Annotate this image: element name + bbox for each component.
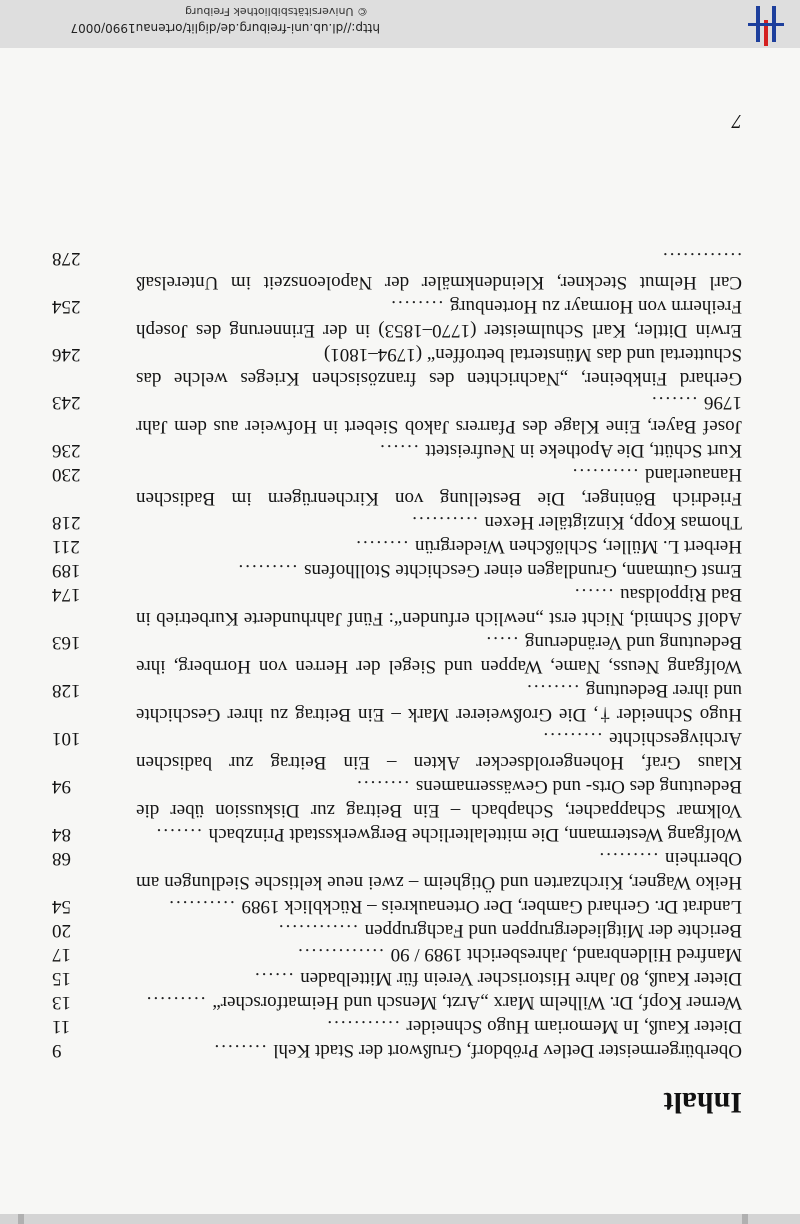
toc-entry xyxy=(52,990,742,1014)
toc-entry-page: 230 xyxy=(52,464,81,485)
toc-entry xyxy=(52,630,742,678)
toc-entry-page: 254 xyxy=(52,296,81,317)
toc-entry-page: 68 xyxy=(52,848,71,869)
toc-entry xyxy=(52,822,742,846)
toc-entry-title: Landrat Dr. Gerhard Gamber, Der Ortenaukreis – Rückblick 1989 .......... xyxy=(167,896,742,917)
toc-entry xyxy=(52,894,742,918)
toc-entry xyxy=(52,846,742,894)
toc-entry-page: 278 xyxy=(52,248,81,269)
toc-entry xyxy=(52,558,742,582)
toc-entry xyxy=(52,918,742,942)
toc-entry-title: Berichte der Mitgliedergruppen und Fachgruppen ............ xyxy=(276,920,742,941)
leader-dots: ............ xyxy=(661,248,742,269)
toc-entry xyxy=(52,246,742,294)
toc-entry xyxy=(52,966,742,990)
toc-entry-page: 15 xyxy=(52,968,71,989)
toc-entry-page: 174 xyxy=(52,584,81,605)
toc-entry-title: Erwin Dittler, Karl Schulmeister (1770–1853) in der Erinnerung des Joseph Freiherrn von Hormayr zu Hortenburg ........ xyxy=(136,296,742,341)
toc-entry-page: 9 xyxy=(52,1040,62,1061)
toc-entry xyxy=(52,342,742,390)
toc-entry-title: Klaus Graf, Hohengeroldsecker Akten – Ein Beitrag zur badischen Archivgeschichte ......... xyxy=(136,728,742,773)
page-title: Inhalt xyxy=(663,1086,742,1119)
toc-entry xyxy=(52,726,742,774)
leader-dots: ....... xyxy=(650,392,704,413)
toc-entry-title: Dieter Kauß, 80 Jahre Historischer Verein für Mittelbaden ...... xyxy=(252,968,742,989)
toc-entry-title: Wolfgang Westermann, Die mittelalterliche Bergwerksstadt Prinzbach ....... xyxy=(154,824,742,845)
leader-dots: ........... xyxy=(325,1016,407,1037)
toc-entry-page: 189 xyxy=(52,560,81,581)
toc-entry xyxy=(52,294,742,342)
toc-entry-title: Herbert L. Müller, Schlößchen Wiedergrün ........ xyxy=(354,536,742,557)
copyright-notice: © Universitätsbibliothek Freiburg xyxy=(185,5,368,18)
leader-dots: .......... xyxy=(167,896,242,917)
toc-entry-page: 211 xyxy=(52,536,80,557)
leader-dots: ....... xyxy=(154,824,209,845)
leader-dots: ...... xyxy=(572,584,621,605)
toc-entry-page: 94 xyxy=(52,776,71,797)
leader-dots: ...... xyxy=(252,968,301,989)
toc-entry-page: 246 xyxy=(52,344,81,365)
toc-entry-title: Heiko Wagner, Kirchzarten und Ötigheim – zwei neue keltische Siedlungen am Oberrhein ......... xyxy=(136,848,742,893)
toc-entry-title: Adolf Schmid, Nicht erst „newlich erfunden“: Fünf Jahrhunderte Kurbetrieb in Bad Rippoldsau ...... xyxy=(136,584,742,629)
toc-entry xyxy=(52,462,742,510)
toc-entry-title: Thomas Kopp, Kinzigtäler Hexen .......... xyxy=(410,512,742,533)
leader-dots: ............. xyxy=(296,944,391,965)
toc-entry-page: 218 xyxy=(52,512,81,533)
toc-entry-title: Kurt Schütt, Die Apotheke in Neufreistett ...... xyxy=(378,440,742,461)
toc-entry xyxy=(52,774,742,822)
table-of-contents xyxy=(52,246,742,1062)
leader-dots: ........ xyxy=(354,536,415,557)
strip-mark xyxy=(18,1214,24,1224)
toc-entry-page: 84 xyxy=(52,824,71,845)
leader-dots: .......... xyxy=(410,512,485,533)
toc-entry-title: Werner Kopf, Dr. Wilhelm Marx „Arzt, Mensch und Heimatforscher“ ......... xyxy=(144,992,742,1013)
toc-entry xyxy=(52,1038,742,1062)
toc-entry-page: 128 xyxy=(52,680,81,701)
leader-dots: ........ xyxy=(355,776,416,797)
toc-entry-page: 243 xyxy=(52,392,81,413)
toc-entry xyxy=(52,510,742,534)
footer-bar xyxy=(0,0,800,48)
leader-dots: ........ xyxy=(212,1040,274,1061)
leader-dots: ......... xyxy=(236,560,305,581)
leader-dots: .......... xyxy=(570,464,645,485)
top-strip xyxy=(0,1214,800,1224)
toc-entry-title: Josef Bayer, Eine Klage des Pfarrers Jakob Siebert in Hofweier aus dem Jahr 1796 ....... xyxy=(136,392,742,437)
ub-freiburg-logo-icon[interactable] xyxy=(746,2,786,46)
toc-entry xyxy=(52,942,742,966)
toc-entry-title: Manfred Hildenbrand, Jahresbericht 1989 / 90 ............. xyxy=(296,944,742,965)
leader-dots: ............ xyxy=(276,920,365,941)
strip-mark xyxy=(742,1214,748,1224)
toc-entry-title: Hugo Schneider †, Die Großweierer Mark – Ein Beitrag zu ihrer Geschichte und ihrer Bedeutung ........ xyxy=(136,680,742,725)
toc-entry xyxy=(52,390,742,438)
source-url[interactable]: http://dl.ub.uni-freiburg.de/diglit/ortenau1990/0007 xyxy=(70,21,380,35)
leader-dots: ........ xyxy=(389,296,451,317)
leader-dots: ......... xyxy=(144,992,213,1013)
toc-entry xyxy=(52,438,742,462)
toc-entry-title: Wolfgang Neuss, Name, Wappen und Siegel der Herren von Hornberg, ihre Bedeutung und Veränderung ..... xyxy=(136,632,742,677)
scanned-page xyxy=(0,48,800,1214)
toc-entry xyxy=(52,582,742,630)
toc-entry-title: Dieter Kauß, In Memoriam Hugo Schneider ........... xyxy=(325,1016,742,1037)
leader-dots: ......... xyxy=(597,848,665,869)
toc-entry-title: Volkmar Schappacher, Schapbach – Ein Beitrag zur Diskussion über die Bedeutung des Orts- und Gewässernamens ........ xyxy=(136,776,742,821)
leader-dots: ..... xyxy=(484,632,525,653)
toc-entry-title: Gerhard Finkbeiner, „Nachrichten des französischen Krieges welche das Schuttertal und das Münstertal betroffen“ (1794–1801) xyxy=(136,344,742,389)
leader-dots: ........ xyxy=(525,680,586,701)
toc-entry-page: 11 xyxy=(52,1016,71,1037)
toc-entry-page: 17 xyxy=(52,944,71,965)
toc-entry-title: Ernst Gutmann, Grundlagen einer Geschichte Stollhofens ......... xyxy=(236,560,742,581)
toc-entry-page: 163 xyxy=(52,632,81,653)
toc-entry xyxy=(52,534,742,558)
toc-entry-page: 54 xyxy=(52,896,71,917)
toc-entry-page: 101 xyxy=(52,728,81,749)
toc-entry-title: Friedrich Böninger, Die Bestellung von Kirchenrügern im Badischen Hanauerland .......... xyxy=(136,464,742,509)
leader-dots: ...... xyxy=(378,440,426,461)
toc-entry xyxy=(52,678,742,726)
leader-dots: ......... xyxy=(541,728,610,749)
toc-entry-page: 13 xyxy=(52,992,71,1013)
toc-entry-title: Carl Helmut Steckner, Kleindenkmäler der Napoleonszeit im Unterelsaß ............ xyxy=(136,248,742,293)
toc-entry-page: 236 xyxy=(52,440,81,461)
toc-entry-page: 20 xyxy=(52,920,71,941)
toc-entry-title: Oberbürgermeister Detlev Pröbdorf, Grußwort der Stadt Kehl ........ xyxy=(212,1040,742,1061)
toc-entry xyxy=(52,1014,742,1038)
page-number: 7 xyxy=(732,110,742,132)
